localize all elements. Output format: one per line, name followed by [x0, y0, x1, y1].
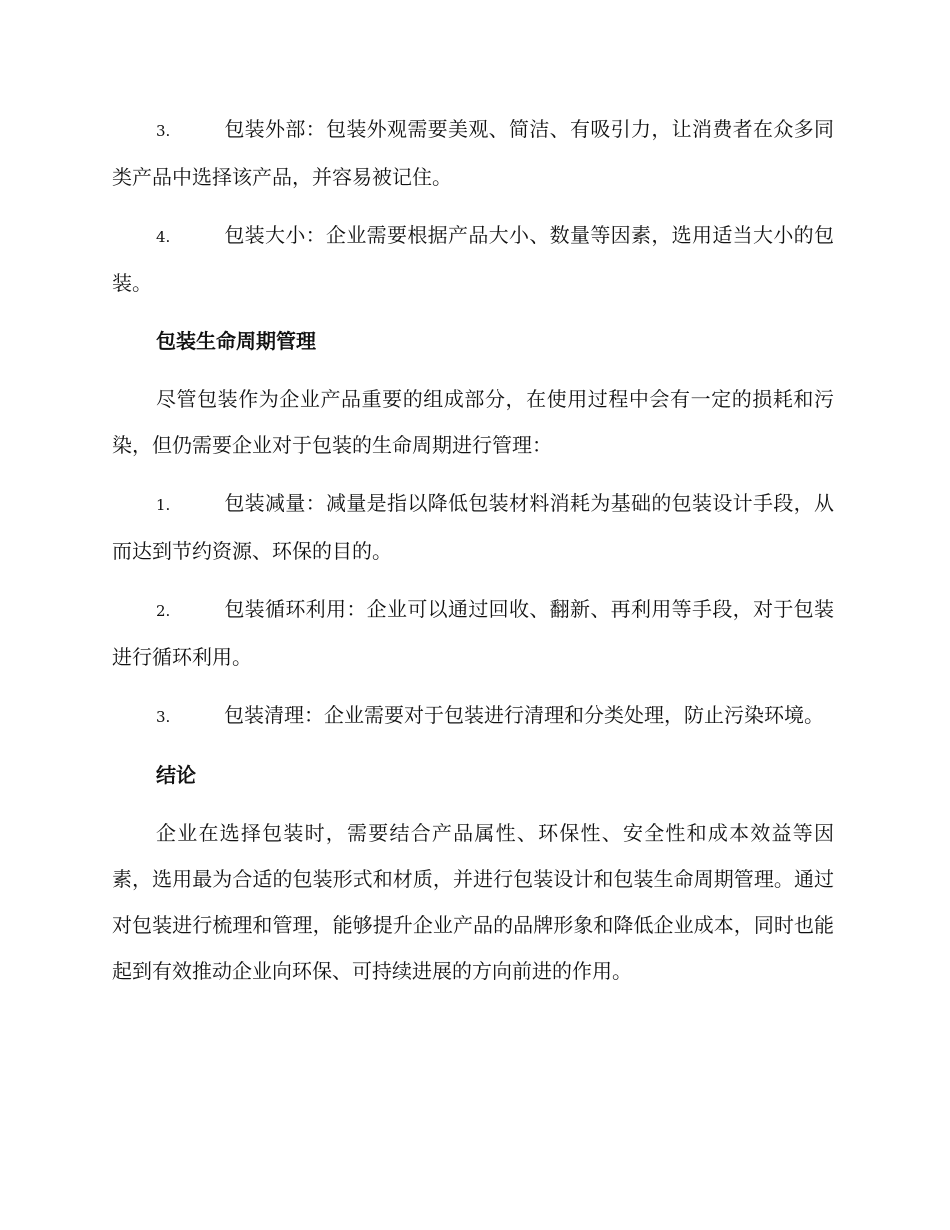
list-number: 4.: [156, 228, 171, 246]
list-item-text: 包装循环利用：企业可以通过回收、翻新、再利用等手段，对于包装进行循环利用。: [112, 597, 834, 669]
list-number: 2.: [156, 602, 171, 620]
section-heading-lifecycle: 包装生命周期管理: [156, 329, 316, 353]
list-item-text: 包装减量：减量是指以降低包装材料消耗为基础的包装设计手段，从而达到节约资源、环保的目的。: [112, 491, 834, 563]
list-number: 3.: [156, 122, 171, 140]
list-item: [112, 212, 834, 306]
conclusion-paragraph: 企业在选择包装时，需要结合产品属性、环保性、安全性和成本效益等因素，选用最为合适的包装形式和材质，并进行包装设计和包装生命周期管理。通过对包装进行梳理和管理，能够提升企业产品的品牌形象和降低企业成本，同时也能起到有效推动企业向环保、可持续进展的方向前进的作用。: [112, 821, 834, 983]
list-item-text: 包装清理：企业需要对于包装进行清理和分类处理，防止污染环境。: [224, 703, 824, 727]
list-item: [112, 106, 834, 200]
list-item: [112, 586, 834, 680]
list-number: 3.: [156, 708, 171, 726]
section-heading-conclusion: 结论: [156, 763, 196, 787]
lifecycle-intro-paragraph: 尽管包装作为企业产品重要的组成部分，在使用过程中会有一定的损耗和污染，但仍需要企业对于包装的生命周期进行管理：: [112, 387, 834, 457]
document-page: [112, 106, 834, 1006]
list-item-text: 包装大小：企业需要根据产品大小、数量等因素，选用适当大小的包装。: [112, 223, 834, 295]
list-number: 1.: [156, 496, 171, 514]
list-item: [112, 692, 834, 740]
list-item-text: 包装外部：包装外观需要美观、简洁、有吸引力，让消费者在众多同类产品中选择该产品，并容易被记住。: [112, 117, 834, 189]
list-item: [112, 480, 834, 574]
